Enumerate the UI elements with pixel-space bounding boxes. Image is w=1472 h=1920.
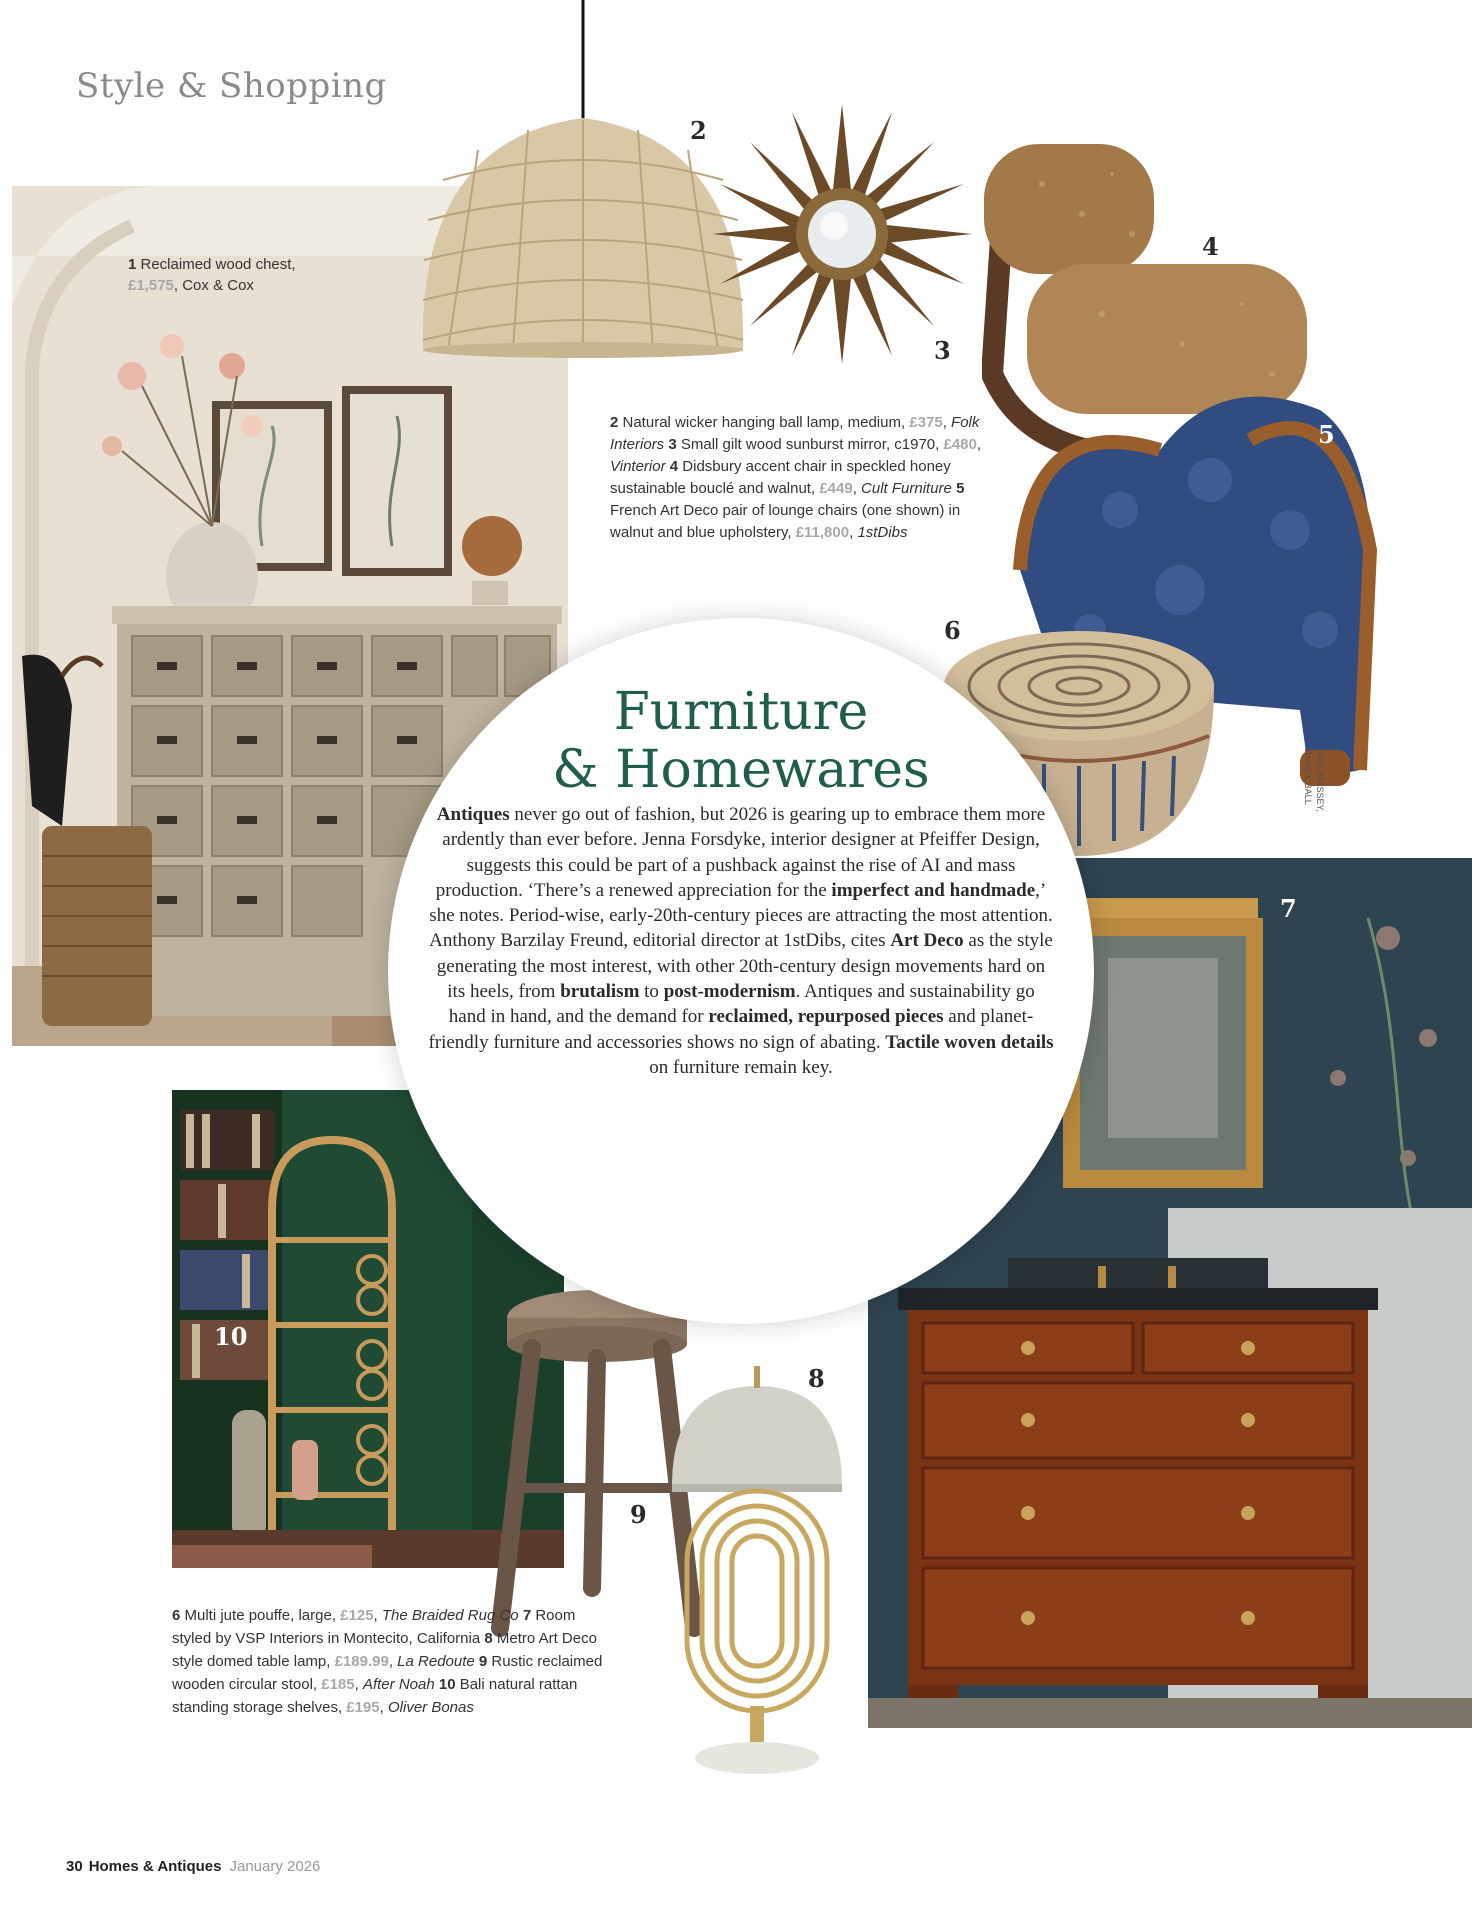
caption-item-1: 1 Reclaimed wood chest, £1,575, Cox & Cox xyxy=(128,256,296,294)
label-4: 4 xyxy=(1202,232,1219,261)
magazine-name: Homes & Antiques xyxy=(88,1858,222,1875)
label-7: 7 xyxy=(1280,894,1297,923)
feature-title-line2: & Homewares xyxy=(552,740,930,800)
label-6: 6 xyxy=(944,616,961,645)
photo-credit: PAUL MASSEY, DANIEL BALL xyxy=(1303,748,1325,812)
page-number: 30 xyxy=(66,1858,83,1875)
label-2: 2 xyxy=(690,116,707,145)
feature-circle xyxy=(388,618,1094,1324)
label-9: 9 xyxy=(630,1500,647,1529)
section-label: Style & Shopping xyxy=(76,66,387,106)
wicker-pendant-lamp-image xyxy=(418,0,748,360)
page-footer xyxy=(66,1858,320,1875)
label-5: 5 xyxy=(1318,420,1335,449)
label-3: 3 xyxy=(934,336,951,365)
caption-items-2-5: 2 Natural wicker hanging ball lamp, medium, £375, Folk Interiors 3 Small gilt wood sunburst mirror, c1970, £480, Vinterior 4 Didsbury accent chair in speckled honey sustainable bouclé and walnut, £449, Cult Furniture 5 French Art Deco pair of lounge chairs (one shown) in walnut and blue upholstery, £11,800, 1stDibs xyxy=(610,414,982,541)
domed-table-lamp-image xyxy=(662,1366,852,1776)
feature-body: Antiques never go out of fashion, but 2026 is gearing up to embrace them more ardently than ever before. Jenna Forsdyke, interior designer at Pfeiffer Design, suggests this could be part of a pushback against the rise of AI and mass production. ‘There’s a renewed appreciation for the imperfect and handmade,’ she notes. Period-wise, early-20th-century pieces are attracting the most attention. Anthony Barzilay Freund, editorial director at 1stDibs, cites Art Deco as the style generating the most interest, with other 20th-century design movements hard on its heels, from brutalism to post-modernism. Antiques and sustainability go hand in hand, and the demand for reclaimed, repurposed pieces and planet-friendly furniture and accessories shows no sign of abating. Tactile woven details on furniture remain key. xyxy=(428,804,1054,1078)
issue-date: January 2026 xyxy=(229,1858,321,1875)
label-8: 8 xyxy=(808,1364,825,1393)
label-10: 10 xyxy=(214,1322,248,1351)
sunburst-mirror-image xyxy=(712,104,972,364)
feature-title-line1: Furniture xyxy=(613,682,869,742)
caption-items-6-10: 6 Multi jute pouffe, large, £125, The Braided Rug Co 7 Room styled by VSP Interiors in Montecito, California 8 Metro Art Deco style domed table lamp, £189.99, La Redoute 9 Rustic reclaimed wooden circular stool, £185, After Noah 10 Bali natural rattan standing storage shelves, £195, Oliver Bonas xyxy=(172,1607,603,1716)
